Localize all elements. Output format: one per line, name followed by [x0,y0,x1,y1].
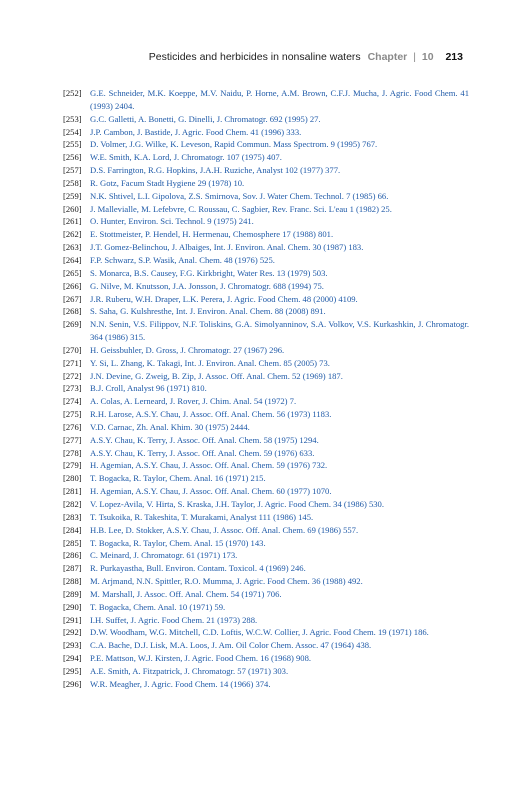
reference-item [63,280,469,293]
reference-item [63,447,469,460]
reference-citation-link[interactable]: N.N. Senin, V.S. Filippov, N.F. Toliskins, G.A. Simolyanninov, S.A. Volkov, V.S. Kurkashkin, J. Chromatogr. 364 (1986) 315. [90,319,469,343]
reference-citation-link[interactable]: C.A. Bache, D.J. Lisk, M.A. Loos, J. Am. Oil Color Chem. Assoc. 47 (1964) 438. [90,640,372,651]
reference-number: [271] [63,357,82,368]
reference-citation-link[interactable]: A.S.Y. Chau, K. Terry, J. Assoc. Off. Anal. Chem. 58 (1975) 1294. [90,434,319,445]
reference-number: [293] [63,640,82,651]
reference-number: [262] [63,229,82,240]
reference-number: [254] [63,126,82,137]
reference-number: [282] [63,499,82,509]
reference-citation-link[interactable]: R. Gotz, Facum Stadt Hygiene 29 (1978) 10. [90,177,245,188]
reference-number: [255] [63,139,82,150]
reference-number: [257] [63,165,82,176]
reference-item [63,485,469,498]
reference-citation-link[interactable]: R. Purkayastha, Bull. Environ. Contam. Toxicol. 4 (1969) 246. [90,563,306,574]
reference-number: [258] [63,177,82,188]
reference-number: [269] [63,319,82,330]
reference-item [63,549,469,562]
reference-item [63,293,469,306]
reference-item [63,203,469,216]
running-head-title: Pesticides and herbicides in nonsaline waters [148,51,361,63]
reference-citation-link[interactable]: S. Monarca, B.S. Causey, F.G. Kirkbright, Water Res. 13 (1979) 503. [90,267,328,278]
reference-citation-link[interactable]: J.N. Devine, G. Zweig, B. Zip, J. Assoc. Off. Anal. Chem. 52 (1969) 187. [90,370,343,381]
reference-number: [276] [63,421,82,432]
reference-item [63,395,469,408]
reference-citation-link[interactable]: H. Agemian, A.S.Y. Chau, J. Assoc. Off. Anal. Chem. 59 (1976) 732. [90,460,328,471]
reference-list [63,87,469,691]
reference-number: [291] [63,614,82,625]
reference-number: [283] [63,511,82,522]
reference-citation-link[interactable]: B.J. Croll, Analyst 96 (1971) 810. [90,383,207,394]
reference-citation-link[interactable]: J.T. Gomez-Belinchou, J. Albaiges, Int. J. Environ. Anal. Chem. 30 (1987) 183. [90,242,364,253]
reference-item [63,562,469,575]
reference-item [63,678,469,691]
reference-number: [274] [63,396,82,407]
reference-item [63,472,469,485]
reference-number: [288] [63,576,82,587]
reference-item [63,113,469,126]
reference-item [63,164,469,177]
reference-item [63,305,469,318]
reference-item [63,639,469,652]
reference-citation-link[interactable]: Y. Si, L. Zhang, K. Takagi, Int. J. Environ. Anal. Chem. 85 (2005) 73. [90,357,330,368]
reference-number: [266] [63,280,82,291]
reference-item [63,575,469,588]
reference-number: [286] [63,550,82,561]
reference-citation-link[interactable]: D.S. Farrington, R.G. Hopkins, J.A.H. Ruziche, Analyst 102 (1977) 377. [90,165,341,176]
reference-citation-link[interactable]: G.C. Galletti, A. Bonetti, G. Dinelli, J. Chromatogr. 692 (1995) 27. [90,113,321,124]
reference-number: [280] [63,473,82,484]
reference-item [63,421,469,434]
reference-citation-link[interactable]: N.K. Shtivel, L.I. Gipolova, Z.S. Smirnova, Sov. J. Water Chem. Technol. 7 (1985) 66. [90,190,389,201]
reference-item [63,588,469,601]
reference-item [63,241,469,254]
reference-citation-link[interactable]: D.W. Woodham, W.G. Mitchell, C.D. Loftis, W.C.W. Collier, J. Agric. Food Chem. 19 (1971) 186. [90,627,429,638]
reference-item [63,344,469,357]
reference-citation-link[interactable]: R.H. Larose, A.S.Y. Chau, J. Assoc. Off. Anal. Chem. 56 (1973) 1183. [90,409,332,420]
reference-citation-link[interactable]: D. Volmer, J.G. Wilke, K. Leveson, Rapid Commun. Mass Spectrom. 9 (1995) 767. [90,139,378,150]
reference-citation-link[interactable]: C. Meinard, J. Chromatogr. 61 (1971) 173. [90,550,238,561]
reference-number: [268] [63,306,82,317]
page-number: 213 [445,51,463,63]
reference-number: [292] [63,627,82,638]
reference-item [63,459,469,472]
running-head [149,51,463,63]
reference-citation-link[interactable]: P.E. Mattson, W.J. Kirsten, J. Agric. Food Chem. 16 (1968) 908. [90,653,312,664]
reference-item [63,126,469,139]
reference-item [63,357,469,370]
reference-item [63,215,469,228]
reference-number: [267] [63,293,82,304]
reference-number: [275] [63,409,82,420]
reference-number: [289] [63,588,82,599]
reference-item [63,138,469,151]
reference-item [63,87,469,113]
reference-citation-link[interactable]: H. Geissbuhler, D. Gross, J. Chromatogr. 27 (1967) 296. [90,344,285,355]
reference-item [63,254,469,267]
reference-item [63,151,469,164]
reference-item [63,614,469,627]
reference-number: [264] [63,254,82,265]
reference-number: [259] [63,190,82,201]
reference-citation-link[interactable]: T. Bogacka, R. Taylor, Chem. Anal. 15 (1970) 143. [90,537,266,548]
reference-number: [290] [63,601,82,612]
reference-number: [273] [63,383,82,394]
chapter-label: Chapter [367,51,408,63]
reference-citation-link[interactable]: G.E. Schneider, M.K. Koeppe, M.V. Naidu, P. Horne, A.M. Brown, C.F.J. Mucha, J. Agric. Food Chem. 41 (1993) 2404. [90,88,469,111]
reference-citation-link[interactable]: M. Marshall, J. Assoc. Off. Anal. Chem. 54 (1971) 706. [90,588,282,599]
reference-number: [279] [63,460,82,471]
reference-citation-link[interactable]: O. Hunter, Environ. Sci. Technol. 9 (1975) 241. [90,216,254,227]
reference-citation-link[interactable]: W.R. Meagher, J. Agric. Food Chem. 14 (1966) 374. [90,678,271,689]
reference-number: [284] [63,524,82,535]
reference-item [63,190,469,203]
reference-number: [256] [63,152,82,163]
reference-number: [261] [63,216,82,227]
reference-citation-link[interactable]: G. Nilve, M. Knutsson, J.A. Jonsson, J. Chromatogr. 688 (1994) 75. [90,280,324,291]
reference-item [63,498,469,511]
reference-citation-link[interactable]: F.P. Schwarz, S.P. Wasik, Anal. Chem. 48 (1976) 525. [90,254,275,265]
reference-item [63,370,469,383]
reference-citation-link[interactable]: A. Colas, A. Lerneard, J. Rover, J. Chim. Anal. 54 (1972) 7. [90,396,297,407]
reference-item [63,511,469,524]
reference-citation-link[interactable]: I.H. Suffet, J. Agric. Food Chem. 21 (1973) 288. [90,614,258,625]
reference-item [63,434,469,447]
reference-number: [281] [63,486,82,497]
reference-citation-link[interactable]: E. Stottmeister, P. Hendel, H. Hermenau, Chemosphere 17 (1988) 801. [90,229,334,240]
reference-item [63,524,469,537]
reference-item [63,408,469,421]
reference-item [63,626,469,639]
reference-number: [296] [63,678,82,689]
reference-citation-link[interactable]: J.P. Cambon, J. Bastide, J. Agric. Food Chem. 41 (1996) 333. [90,126,302,137]
chapter-separator: | [413,51,416,63]
reference-citation-link[interactable]: T. Bogacka, Chem. Anal. 10 (1971) 59. [90,601,226,612]
reference-number: [252] [63,88,82,98]
reference-number: [277] [63,434,82,445]
reference-citation-link[interactable]: V. Lopez-Avila, V. Hirta, S. Kraska, J.H. Taylor, J. Agric. Food Chem. 34 (1986) 530. [90,499,384,509]
reference-citation-link[interactable]: A.E. Smith, A. Fitzpatrick, J. Chromatogr. 57 (1971) 303. [90,665,289,676]
reference-citation-link[interactable]: V.D. Carnac, Zh. Anal. Khim. 30 (1975) 2444. [90,421,250,432]
reference-citation-link[interactable]: H.B. Lee, D. Stokker, A.S.Y. Chau, J. Assoc. Off. Anal. Chem. 69 (1986) 557. [90,524,359,535]
reference-number: [287] [63,563,82,574]
reference-item [63,228,469,241]
reference-number: [294] [63,653,82,664]
reference-number: [272] [63,370,82,381]
reference-item [63,665,469,678]
reference-item [63,318,469,344]
reference-number: [285] [63,537,82,548]
reference-item [63,177,469,190]
reference-number: [263] [63,242,82,253]
reference-item [63,267,469,280]
reference-item [63,601,469,614]
chapter-number: 10 [421,51,434,63]
reference-citation-link[interactable]: H. Agemian, A.S.Y. Chau, J. Assoc. Off. Anal. Chem. 60 (1977) 1070. [90,486,332,497]
reference-citation-link[interactable]: T. Bogacka, R. Taylor, Chem. Anal. 16 (1971) 215. [90,473,266,484]
reference-item [63,652,469,665]
reference-citation-link[interactable]: M. Arjmand, N.N. Spittler, R.O. Mumma, J. Agric. Food Chem. 36 (1988) 492. [90,576,363,587]
reference-citation-link[interactable]: J.R. Ruberu, W.H. Draper, L.K. Perera, J. Agric. Food Chem. 48 (2000) 4109. [90,293,358,304]
reference-number: [260] [63,203,82,214]
reference-item [63,382,469,395]
reference-number: [253] [63,113,82,124]
reference-citation-link[interactable]: J. Mallevialle, M. Lefebvre, C. Roussau, C. Sagbier, Rev. Franc. Sci. L'eau 1 (1982) 25. [90,203,392,214]
reference-citation-link[interactable]: W.E. Smith, K.A. Lord, J. Chromatogr. 107 (1975) 407. [90,152,282,163]
reference-number: [295] [63,665,82,676]
reference-citation-link[interactable]: T. Tsukoika, R. Takeshita, T. Murakami, Analyst 111 (1986) 145. [90,511,314,522]
reference-number: [270] [63,344,82,355]
reference-number: [278] [63,447,82,458]
reference-item [63,537,469,550]
reference-citation-link[interactable]: S. Saha, G. Kulshresthe, Int. J. Environ. Anal. Chem. 88 (2008) 891. [90,306,326,317]
reference-citation-link[interactable]: A.S.Y. Chau, K. Terry, J. Assoc. Off. Anal. Chem. 59 (1976) 633. [90,447,315,458]
reference-number: [265] [63,267,82,278]
